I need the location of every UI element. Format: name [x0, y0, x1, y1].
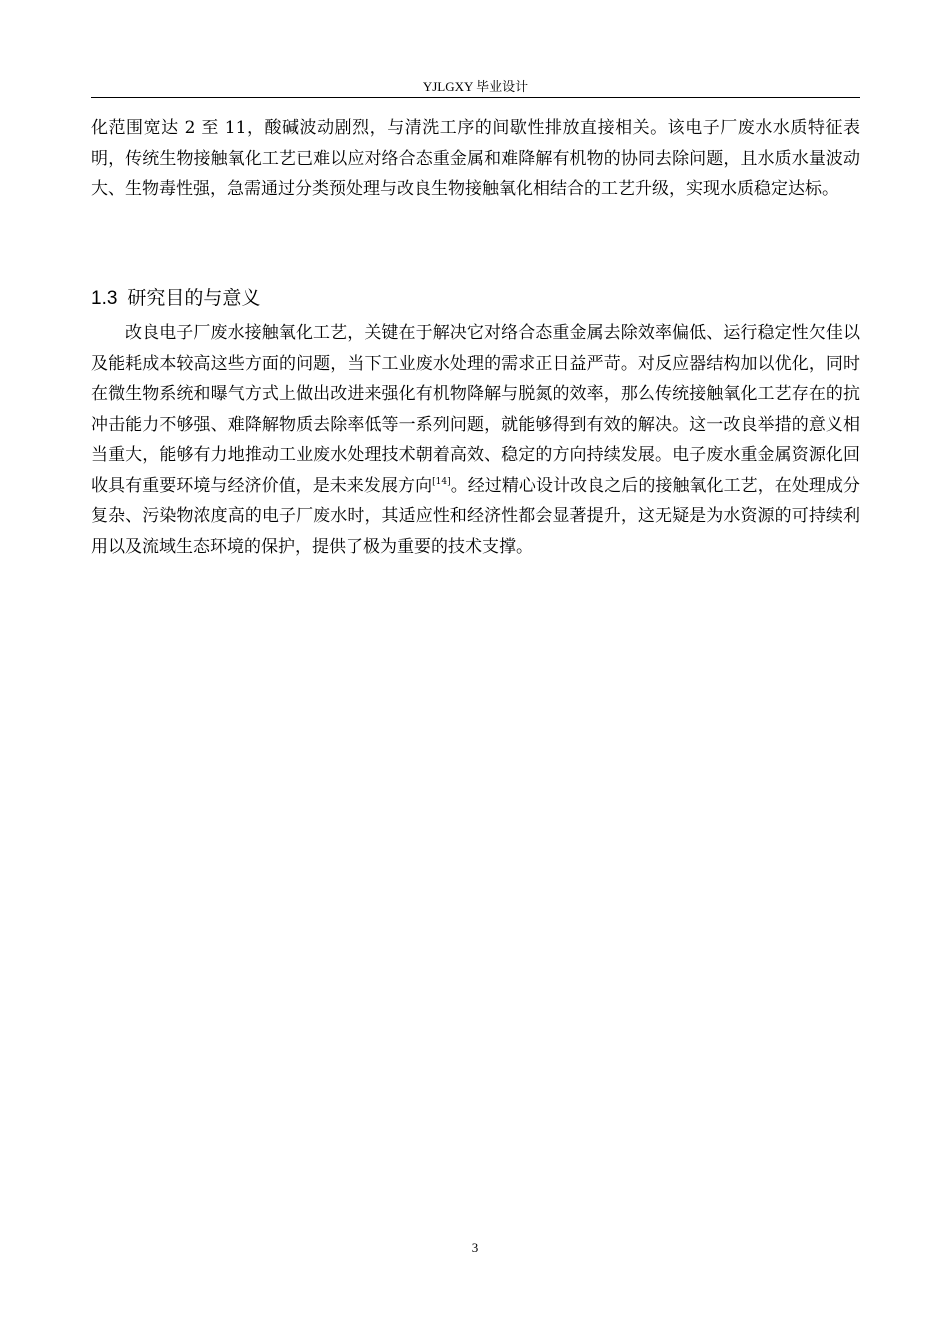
header-divider [91, 97, 860, 98]
page-number: 3 [471, 1240, 479, 1255]
section-title: 研究目的与意义 [127, 287, 261, 309]
body-paragraph-2 [91, 318, 860, 562]
citation-reference: [14] [432, 476, 451, 487]
paragraph-2-text-before-citation: 改良电子厂废水接触氧化工艺，关键在于解决它对络合态重金属去除效率偏低、运行稳定性欠佳以及能耗成本较高这些方面的问题，当下工业废水处理的需求正日益严苛。对反应器结构加以优化，同时在微生物系统和曝气方式上做出改进来强化有机物降解与脱氮的效率，那么传统接触氧化工艺存在的抗冲击能力不够强、难降解物质去除率低等一系列问题，就能够得到有效的解决。这一改良举措的意义相当重大，能够有力地推动工业废水处理技术朝着高效、稳定的方向持续发展。电子废水重金属资源化回收具有重要环境与经济价值，是未来发展方向 [91, 323, 860, 496]
section-heading [91, 282, 260, 315]
header-text: YJLGXY 毕业设计 [422, 79, 529, 94]
section-number: 1.3 [91, 288, 118, 309]
paragraph-2-text-after-citation: 。经过精心设计改良之后的接触氧化工艺，在处理成分复杂、污染物浓度高的电子厂废水时，其适应性和经济性都会显著提升，这无疑是为水资源的可持续利用以及流域生态环境的保护，提供了极为重要的技术支撑。 [91, 475, 861, 557]
page-header [91, 78, 860, 96]
body-paragraph-1: 化范围宽达 2 至 11，酸碱波动剧烈，与清洗工序的间歇性排放直接相关。该电子厂废水水质特征表明，传统生物接触氧化工艺已难以应对络合态重金属和难降解有机物的协同去除问题，且水质水量波动大、生物毒性强，急需通过分类预处理与改良生物接触氧化相结合的工艺升级，实现水质稳定达标。 [91, 118, 860, 199]
